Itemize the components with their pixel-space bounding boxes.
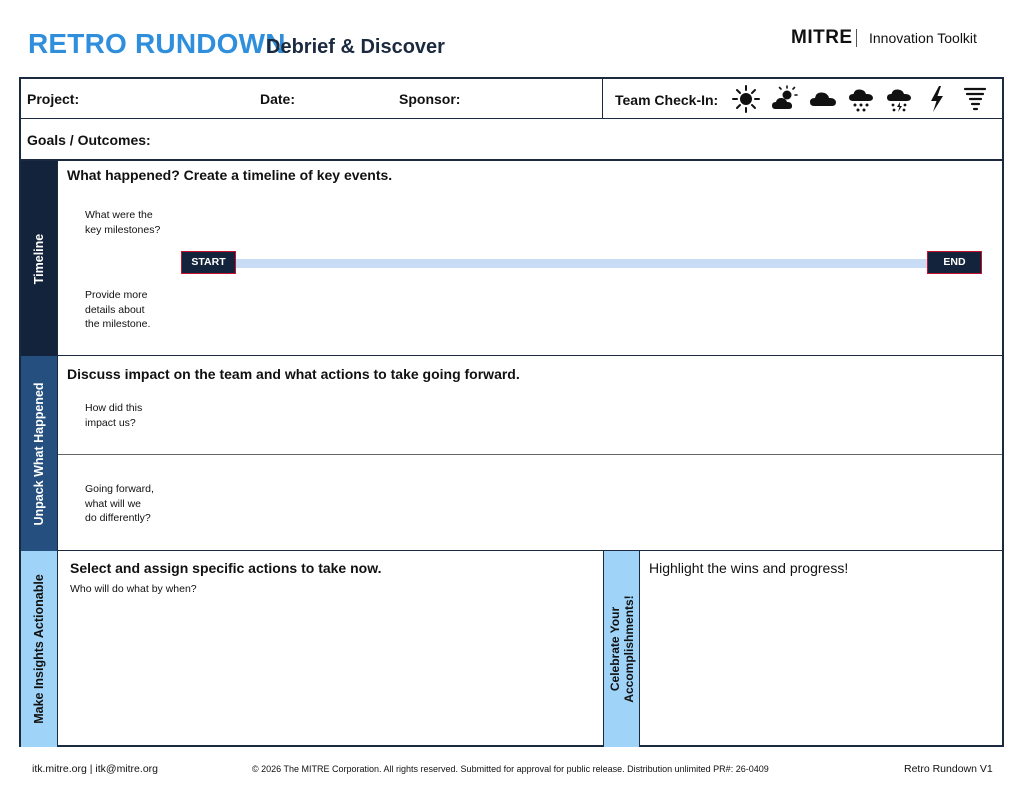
unpack-side-label: Unpack What Happened xyxy=(32,381,46,526)
page-subtitle: Debrief & Discover xyxy=(266,36,445,58)
unpack-divider xyxy=(58,454,1002,455)
rain-cloud-icon[interactable] xyxy=(847,85,875,113)
unpack-section xyxy=(21,356,1002,551)
goals-row xyxy=(21,119,1002,161)
actionable-section xyxy=(21,551,1002,747)
cloud-icon[interactable] xyxy=(809,85,837,113)
footer-version: Retro Rundown V1 xyxy=(904,763,993,775)
info-row xyxy=(21,79,1002,119)
page-title: RETRO RUNDOWN xyxy=(28,28,286,59)
timeline-side-label: Timeline xyxy=(32,233,46,284)
brand-logo: MITRE xyxy=(791,27,853,48)
actionable-side-label: Make Insights Actionable xyxy=(32,574,46,724)
impact-prompt: How did this impact us? xyxy=(85,402,143,429)
actionable-side-panel xyxy=(21,551,58,747)
timeline-heading: What happened? Create a timeline of key events. xyxy=(67,167,393,183)
actionable-heading: Select and assign specific actions to take now. xyxy=(70,560,382,576)
timeline-bar xyxy=(235,259,929,268)
date-label: Date: xyxy=(260,91,296,107)
sun-icon[interactable] xyxy=(732,85,760,113)
goals-label: Goals / Outcomes: xyxy=(27,132,151,148)
who-what-when-prompt: Who will do what by when? xyxy=(70,583,197,595)
unpack-heading: Discuss impact on the team and what actions to take going forward. xyxy=(67,366,520,382)
unpack-side-panel xyxy=(21,356,58,551)
milestones-prompt: What were the key milestones? xyxy=(85,209,161,236)
timeline-start-marker: START xyxy=(181,251,236,274)
timeline-section xyxy=(21,161,1002,356)
worksheet-frame xyxy=(19,77,1004,747)
checkin-label: Team Check-In: xyxy=(615,92,719,108)
storm-cloud-icon[interactable] xyxy=(885,85,913,113)
timeline-side-panel xyxy=(21,161,58,356)
sponsor-label: Sponsor: xyxy=(399,91,461,107)
celebrate-side-panel xyxy=(603,551,640,747)
timeline-end-marker: END xyxy=(927,251,982,274)
brand-divider xyxy=(856,29,857,47)
project-label: Project: xyxy=(27,91,80,107)
footer-copyright: © 2026 The MITRE Corporation. All rights reserved. Submitted for approval for public release. Distribution unlimited PR#: 26-0409 xyxy=(252,764,769,774)
milestone-details-prompt: Provide more details about the milestone. xyxy=(85,289,151,330)
celebrate-side-label: Celebrate Your Accomplishments! xyxy=(607,595,636,703)
checkin-divider xyxy=(602,79,603,119)
tornado-icon[interactable] xyxy=(961,85,989,113)
partly-cloudy-icon[interactable] xyxy=(771,85,799,113)
brand-subtitle: Innovation Toolkit xyxy=(869,30,977,46)
lightning-icon[interactable] xyxy=(923,85,951,113)
footer-contact: itk.mitre.org | itk@mitre.org xyxy=(32,763,158,775)
celebrate-heading: Highlight the wins and progress! xyxy=(649,560,849,576)
going-forward-prompt: Going forward, what will we do differently? xyxy=(85,483,154,524)
